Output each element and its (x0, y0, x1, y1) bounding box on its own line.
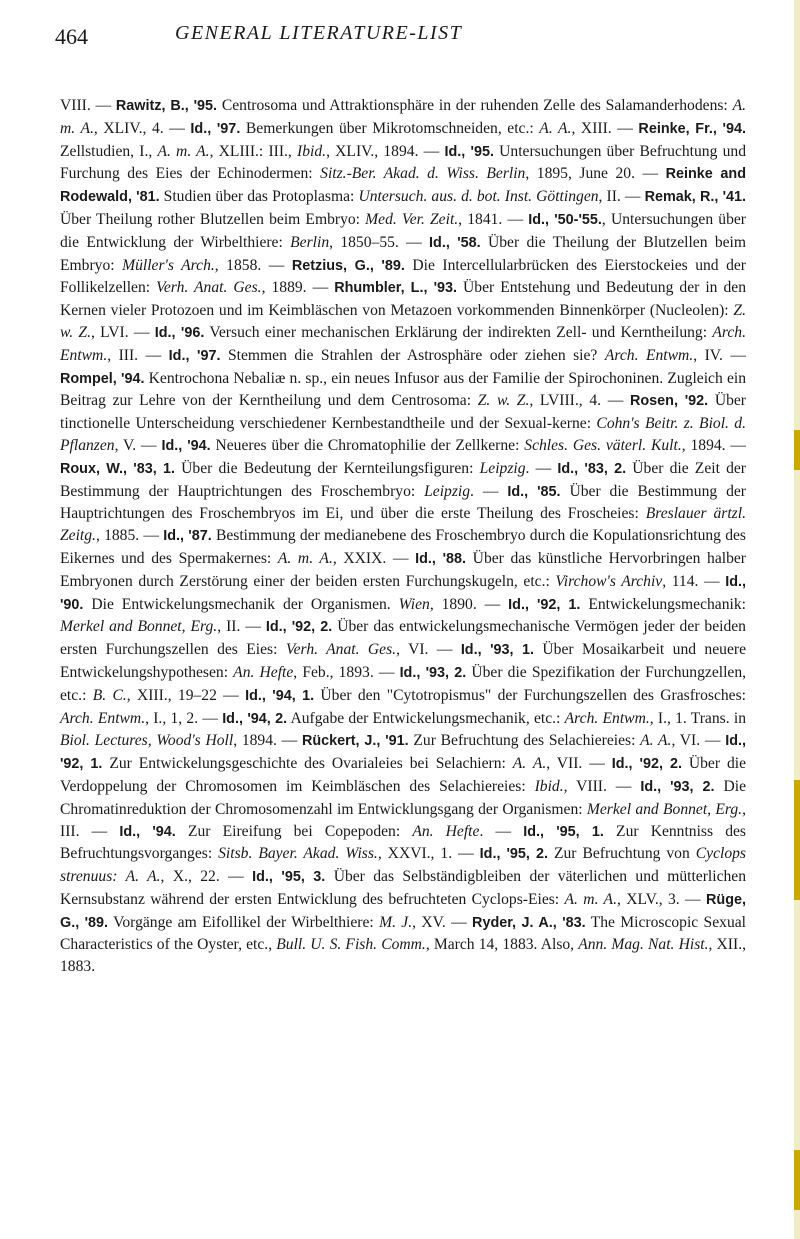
citation-author: Rawitz, B., '95. (115, 98, 218, 114)
journal-title: Arch. Entwm. (60, 323, 746, 364)
citation-author: Id., '96. (154, 324, 205, 341)
citation-text: Studien über das Protoplasma: (159, 188, 359, 206)
citation-text: , II. — (217, 618, 266, 636)
citation-text: , 1894. — (681, 436, 747, 454)
journal-title: Merkel and Bonnet, Erg. (60, 618, 218, 636)
citation-text: , 1841. — (458, 210, 529, 228)
journal-title: A. m. A. (157, 142, 210, 160)
citation-author: Id., '87. (163, 528, 212, 545)
citation-author: Id., '50-'55. (528, 211, 602, 228)
citation-author: Ryder, J. A., '83. (472, 914, 586, 931)
journal-title: Sitsb. Bayer. Akad. Wiss. (218, 845, 378, 863)
journal-title: Bull. U. S. Fish. Comm. (276, 936, 426, 954)
citation-text: , 1850–55. — (329, 233, 430, 251)
citation-text: , VI. — (396, 641, 461, 659)
citation-author: Remak, R., '41. (644, 189, 747, 206)
page-number: 464 (55, 24, 88, 49)
citation-text: Die Entwickelungsmechanik der Organismen. (83, 595, 399, 613)
citation-text: Über die Spezifikation der Furchungzellen, etc.: (60, 663, 747, 704)
citation-text: Neueres über die Chromatophilie der Zellkerne: (210, 436, 525, 454)
citation-text: , 1895, June 20. — (525, 165, 666, 183)
journal-title: Ibid. (534, 777, 564, 795)
citation-text: Kentrochona Nebaliæ n. sp., ein neues Infusor aus der Familie der Spirochoninen. Zugleich ein Beitrag zur Lehre von der Kerntheilung und dem Centrosoma: (60, 369, 746, 410)
citation-author: Id., '94, 1. (245, 687, 315, 704)
citation-text: , VI. — (671, 732, 726, 750)
journal-title: Schles. Ges. väterl. Kult. (524, 436, 682, 454)
citation-author: Id., '92, 1. (508, 596, 581, 613)
citation-text: , 1885. — (95, 527, 164, 545)
journal-title: A. m. A. (277, 549, 333, 567)
citation-author: Id., '93, 2. (640, 778, 715, 795)
citation-text: Versuch einer mechanischen Erklärung der indirekten Zell- und Kerntheilung: (204, 323, 713, 341)
journal-title: Müller's Arch. (122, 256, 215, 274)
citation-author: Id., '92, 2. (265, 619, 333, 636)
journal-title: B. C. (92, 686, 127, 704)
journal-title: A. m. A. (60, 97, 746, 137)
journal-title: Med. Ver. Zeit. (365, 210, 459, 228)
journal-title: A. A. (539, 119, 572, 137)
citation-author: Id., '97. (190, 120, 241, 137)
citation-author: Rhumbler, L., '93. (334, 280, 458, 297)
edge-band (794, 1150, 800, 1210)
citation-author: Id., '94. (161, 437, 211, 454)
citation-text: , Untersuchungen über die Entwicklung der Wirbelthiere: (60, 210, 746, 251)
citation-author: Retzius, G., '89. (291, 257, 405, 274)
journal-title: Arch. Entwm. (604, 346, 694, 364)
citation-text: The Microscopic Sexual Characteristics of the Oyster, etc., (60, 913, 746, 954)
citation-text: , V. — (114, 436, 162, 454)
citation-text: , VIII. — (563, 777, 641, 795)
citation-text: Über die Bedeutung der Kernteilungsfiguren: (174, 459, 480, 477)
citation-text: , 114. — (662, 572, 726, 590)
citation-author: Id., '93, 2. (399, 664, 467, 681)
journal-title: Z. w. Z. (60, 302, 746, 341)
citation-text: Bestimmung der medianebene des Froschembryo durch die Kopulationsrichtung des Eikernes und des Spermakernes: (60, 527, 746, 567)
citation-text: Über Entstehung und Bedeutung der in den Kernen vieler Protozoen und im Keimbläschen von Metazoen vorkommenden Binnenkörper (Nucleolen): (60, 279, 747, 320)
citation-author: Rückert, J., '91. (301, 733, 409, 750)
citation-text: , XXIX. — (332, 549, 416, 567)
citation-text: , March 14, 1883. Also, (425, 936, 579, 954)
citation-author: Id., '95, 3. (252, 869, 326, 886)
citation-text: Stemmen die Strahlen der Astrosphäre oder ziehen sie? (220, 346, 605, 364)
journal-title: M. J. (379, 913, 413, 931)
journal-title: A. A. (640, 732, 672, 750)
journal-title: A. m. A. (564, 890, 617, 908)
journal-title: Leipzig (424, 482, 471, 500)
journal-title: Arch. Entwm. (60, 709, 146, 727)
journal-title: Untersuch. aus. d. bot. Inst. Göttingen (358, 188, 599, 206)
citation-text: Zur Entwickelungsgeschichte des Ovarialeies bei Selachiern: (102, 755, 513, 773)
journal-title: Verh. Anat. Ges. (156, 279, 262, 297)
citation-author: Id., '90. (60, 573, 746, 613)
citation-text: , 1890. — (429, 595, 509, 613)
citation-text: , XII., 1883. (60, 936, 746, 976)
citation-text: Über das entwickelungsmechanische Vermögen jeder der beiden ersten Furchungszellen des Eies: (60, 618, 746, 659)
journal-title: A. A. (512, 755, 547, 773)
citation-text: , I., 1, 2. — (145, 709, 223, 727)
bibliography-paragraph (60, 95, 746, 978)
citation-text: , Feb., 1893. — (293, 663, 400, 681)
citation-text: Über Theilung rother Blutzellen beim Embryo: (60, 210, 366, 228)
citation-text: Über das künstliche Hervorbringen halber Embryonen durch Zerstörung einer der beiden ersten Furchungskugeln, etc.: (60, 549, 746, 590)
citation-author: Id., '97. (168, 347, 221, 364)
citation-text: , XLIV., 1894. — (326, 142, 445, 160)
journal-title: An. Hefte (412, 822, 480, 840)
citation-text: . — (470, 482, 508, 500)
citation-text: Über die Bestimmung der Hauptrichtungen des Froschembryos im Ei, und über die erste Theilung des Froscheies: (60, 482, 747, 523)
citation-author: Id., '95, 1. (523, 823, 604, 840)
citation-author: Reinke, Fr., '94. (638, 120, 746, 137)
citation-author: Rüge, G., '89. (60, 891, 746, 931)
citation-author: Id., '58. (429, 234, 481, 251)
citation-text: Centrosoma und Attraktionsphäre in der ruhenden Zelle des Salamanderhodens: (217, 97, 733, 114)
journal-title: Berlin (290, 233, 330, 251)
citation-author: Rompel, '94. (60, 370, 145, 387)
citation-text: , XIII. — (571, 119, 639, 137)
journal-title: Wien (398, 595, 430, 613)
citation-author: Rosen, '92. (629, 393, 709, 410)
citation-text: , 1858. — (214, 256, 292, 274)
citation-author: Id., '88. (415, 550, 467, 567)
citation-author: Id., '92, 1. (60, 733, 747, 773)
citation-text: , X., 22. — (160, 868, 253, 886)
citation-text: , 1889. — (261, 279, 335, 297)
citation-text: Über die Theilung der Blutzellen beim Embryo: (60, 233, 747, 274)
citation-text: , XLV., 3. — (616, 890, 707, 908)
journal-title: Cohn's Beitr. z. Biol. d. Pflanzen (60, 415, 747, 454)
journal-title: Sitz.-Ber. Akad. d. Wiss. Berlin (320, 165, 526, 183)
citation-text: . — (525, 459, 558, 477)
citation-text: , III. — (60, 800, 746, 840)
citation-author: Id., '94. (119, 823, 176, 840)
citation-author: Reinke and Rodewald, '81. (60, 166, 746, 206)
citation-author: Id., '95, 2. (479, 846, 549, 863)
citation-text: Über das Selbständigbleiben der väterlichen und mütterlichen Kernsubstanz während der ersten Entwicklung des befruchteten Cyclops-Eies: (60, 868, 747, 908)
citation-text: , III. — (107, 346, 169, 364)
citation-text: Aufgabe der Entwickelungsmechanik, etc.: (287, 709, 565, 727)
citation-author: Id., '93, 1. (460, 642, 535, 659)
citation-text: Bemerkungen über Mikrotomschneiden, etc.: (240, 119, 540, 137)
edge-band (794, 780, 800, 900)
citation-text: . — (479, 822, 524, 840)
citation-author: Id., '94, 2. (222, 710, 288, 727)
citation-text: Über den "Cytotropismus" der Furchungszellen des Grasfrosches: (314, 686, 746, 704)
journal-title: Breslauer ärtzl. Zeitg. (60, 505, 746, 545)
citation-author: Id., '92, 2. (611, 756, 682, 773)
citation-text: Zur Befruchtung des Selachiereies: (408, 732, 641, 750)
citation-text: Zur Kenntniss des Befruchtungsvorganges: (60, 822, 746, 863)
citation-text: , XIII., 19–22 — (126, 686, 246, 704)
citation-text: Die Chromatinreduktion der Chromosomenzahl im Entwicklungsgang der Organismen: (60, 777, 746, 818)
running-title: GENERAL LITERATURE-LIST (175, 22, 463, 44)
page-edge-strip (794, 0, 800, 1239)
citation-author: Id., '95. (444, 143, 494, 160)
citation-text: , VII. — (546, 755, 612, 773)
journal-title: Merkel and Bonnet, Erg. (586, 800, 743, 818)
citation-text: Die Intercellularbrücken des Eierstockeies und der Follikelzellen: (60, 256, 746, 297)
citation-author: Id., '83, 2. (557, 460, 627, 477)
citation-text: Über Mosaikarbeit und neuere Entwickelungshypothesen: (60, 641, 746, 681)
running-head (55, 14, 745, 48)
journal-title: Leipzig (479, 459, 526, 477)
citation-text: Entwickelungsmechanik: (580, 595, 746, 613)
citation-text: Zur Eireifung bei Copepoden: (175, 822, 413, 840)
journal-title: Arch. Entwm. (564, 709, 650, 727)
journal-title: Cyclops strenuus: A. A. (60, 845, 746, 886)
journal-title: Ann. Mag. Nat. Hist. (578, 936, 709, 954)
citation-text: , XLIII.: III., (209, 142, 298, 160)
citation-text: , I., 1. Trans. in (649, 709, 746, 727)
citation-text: , 1894. — (233, 732, 302, 750)
citation-text: , XLIV., 4. — (93, 119, 191, 137)
citation-text: , LVIII., 4. — (529, 392, 630, 410)
journal-title: Ibid. (297, 142, 327, 160)
citation-text: , XXVI., 1. — (377, 845, 480, 863)
citation-text: Untersuchungen über Befruchtung und Furchung des Eies der Echinodermen: (60, 142, 746, 183)
citation-text: Zur Befruchtung von (548, 845, 696, 863)
citation-text: Über die Verdoppelung der Chromosomen im Keimbläschen des Selachiereies: (60, 755, 747, 795)
citation-text: VIII. — (60, 97, 116, 114)
citation-text: Vorgänge am Eifollikel der Wirbelthiere: (108, 913, 380, 931)
citation-text: Über tinctionelle Unterscheidung verschiedener Kernbestandtheile und der Sexual-kerne: (60, 392, 747, 433)
edge-band (794, 430, 800, 470)
citation-text: , XV. — (412, 913, 473, 931)
journal-title: Virchow's Archiv (555, 572, 663, 590)
citation-text: Über die Zeit der Bestimmung der Hauptrichtungen des Froschembryo: (60, 459, 746, 500)
citation-text: , IV. — (693, 346, 746, 364)
citation-text: , LVI. — (91, 323, 155, 341)
journal-title: An. Hefte (233, 663, 294, 681)
citation-text: , II. — (598, 188, 645, 206)
citation-author: Id., '85. (507, 483, 561, 500)
journal-title: Verh. Anat. Ges. (285, 641, 397, 659)
citation-author: Roux, W., '83, 1. (60, 460, 175, 477)
citation-text: Zellstudien, I., (60, 142, 158, 160)
journal-title: Z. w. Z. (477, 392, 530, 410)
journal-title: Biol. Lectures, Wood's Holl (60, 732, 234, 750)
